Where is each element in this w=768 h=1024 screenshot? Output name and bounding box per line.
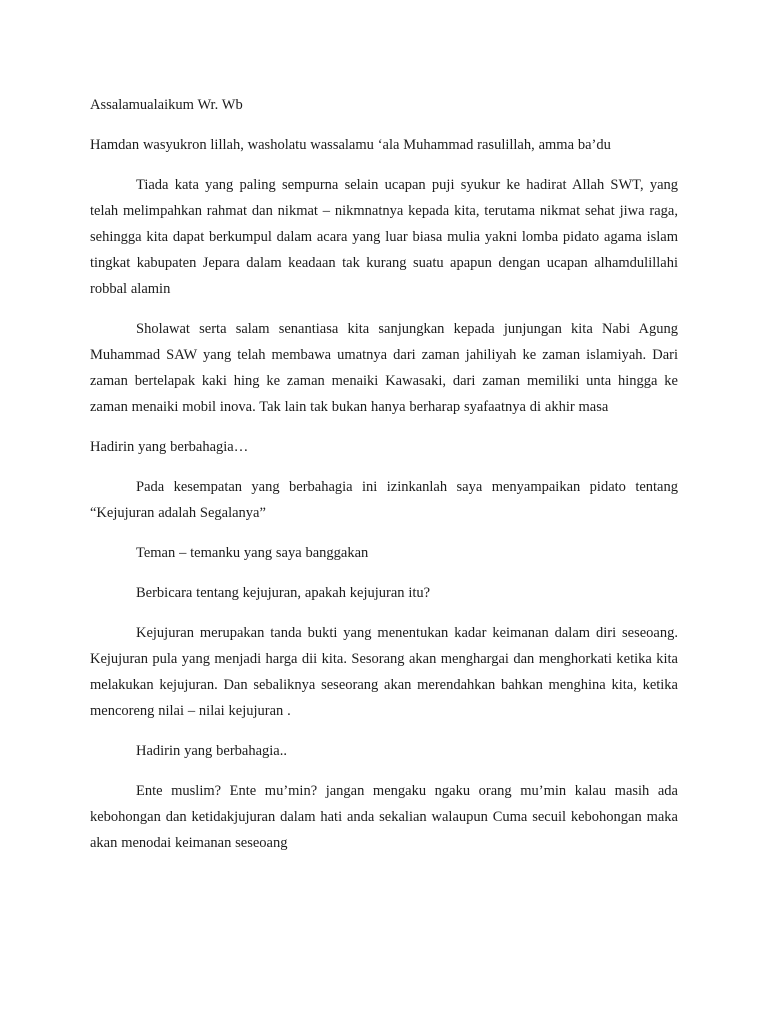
paragraph-address-2: Hadirin yang berbahagia.. [136,743,287,759]
paragraph-friends: Teman – temanku yang saya banggakan [136,545,369,561]
speech-text [90,92,678,856]
paragraph-topic: Pada kesempatan yang berbahagia ini izinkanlah saya menyampaikan pidato tentang “Kejujuran adalah Segalanya” [90,479,678,521]
paragraph-closing: Ente muslim? Ente mu’min? jangan mengaku ngaku orang mu’min kalau masih ada kebohongan dan ketidakjujuran dalam hati anda sekalian walaupun Cuma secuil kebohongan maka akan menodai keimanan seseoang [90,783,678,851]
paragraph-praise: Tiada kata yang paling sempurna selain ucapan puji syukur ke hadirat Allah SWT, yang telah melimpahkan rahmat dan nikmat – nikmnatnya kepada kita, terutama nikmat sehat jiwa raga, sehingga kita dapat berkumpul dalam acara yang luar biasa mulia yakni lomba pidato agama islam tingkat kabupaten Jepara dalam keadaan tak kurang suatu apapun dengan ucapan alhamdulillahi robbal alamin [90,177,678,297]
paragraph-sholawat: Sholawat serta salam senantiasa kita sanjungkan kepada junjungan kita Nabi Agung Muhammad SAW yang telah membawa umatnya dari zaman jahiliyah ke zaman islamiyah. Dari zaman bertelapak kaki hing ke zaman menaiki Kawasaki, dari zaman memiliki unta hingga ke zaman menaiki mobil inova. Tak lain tak bukan hanya berharap syafaatnya di akhir masa [90,321,678,415]
paragraph-question: Berbicara tentang kejujuran, apakah kejujuran itu? [136,585,431,601]
opening-line: Hamdan wasyukron lillah, washolatu wassalamu ‘ala Muhammad rasulillah, amma ba’du [90,137,611,153]
paragraph-address-1: Hadirin yang berbahagia… [90,439,249,455]
greeting-line: Assalamualaikum Wr. Wb [90,97,243,113]
paragraph-honesty: Kejujuran merupakan tanda bukti yang menentukan kadar keimanan dalam diri seseoang. Kejujuran pula yang menjadi harga dii kita. Sesorang akan menghargai dan menghorkati ketika kita melakukan kejujuran. Dan sebaliknya seseorang akan merendahkan bahkan menghina kita, ketika mencoreng nilai – nilai kejujuran . [90,625,678,719]
